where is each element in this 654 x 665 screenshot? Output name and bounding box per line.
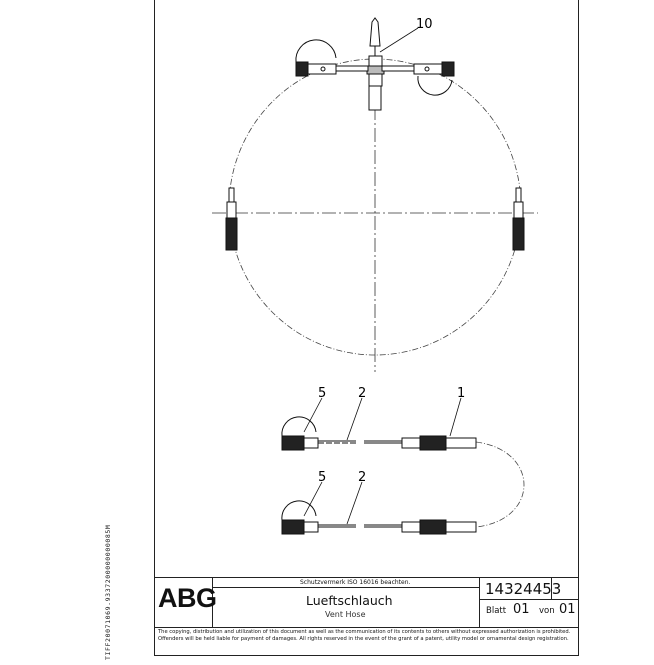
hose-loop-view: [212, 18, 538, 372]
title-german: Lueftschlauch: [306, 593, 393, 608]
sheet-label: Blatt: [486, 606, 507, 616]
mounting-bracket: [367, 18, 384, 110]
right-connector: [513, 188, 524, 250]
callout-5-lower: 5: [318, 470, 327, 485]
callout-2-lower: 2: [358, 470, 367, 485]
callout-2-upper: 2: [358, 386, 367, 401]
hose-detail-view: [282, 398, 524, 534]
callout-1: 1: [457, 386, 466, 401]
top-right-fitting: [382, 62, 454, 95]
left-connector: [226, 188, 237, 250]
protection-note: Schutzvermerk ISO 16016 beachten.: [300, 579, 411, 586]
drawing-frame: [155, 0, 579, 656]
document-barcode-id: TIFF20071069.9337200000000085M: [104, 524, 112, 660]
of-label: von: [539, 606, 555, 616]
callout-5-upper: 5: [318, 386, 327, 401]
copyright-notice: The copying, distribution and utilization of this document as well as the communication of its contents to others without expressed authorization is prohibited. Offenders will be held liable for payment of damages. All rights reserved in the event of the grant of a patent, utility model or ornamental design registration.: [158, 629, 571, 642]
hose-row-lower: [282, 501, 476, 534]
callout-leaders: [304, 398, 461, 524]
company-logo: ABG: [158, 583, 217, 613]
drawing-number: 14324453: [485, 580, 562, 598]
sheet-number: 01: [513, 602, 530, 617]
sheet-total: 01: [559, 602, 576, 617]
callout-10: 10: [416, 17, 433, 32]
title-english: Vent Hose: [325, 610, 366, 619]
hose-row-upper: [282, 417, 476, 450]
top-left-fitting: [296, 40, 368, 76]
